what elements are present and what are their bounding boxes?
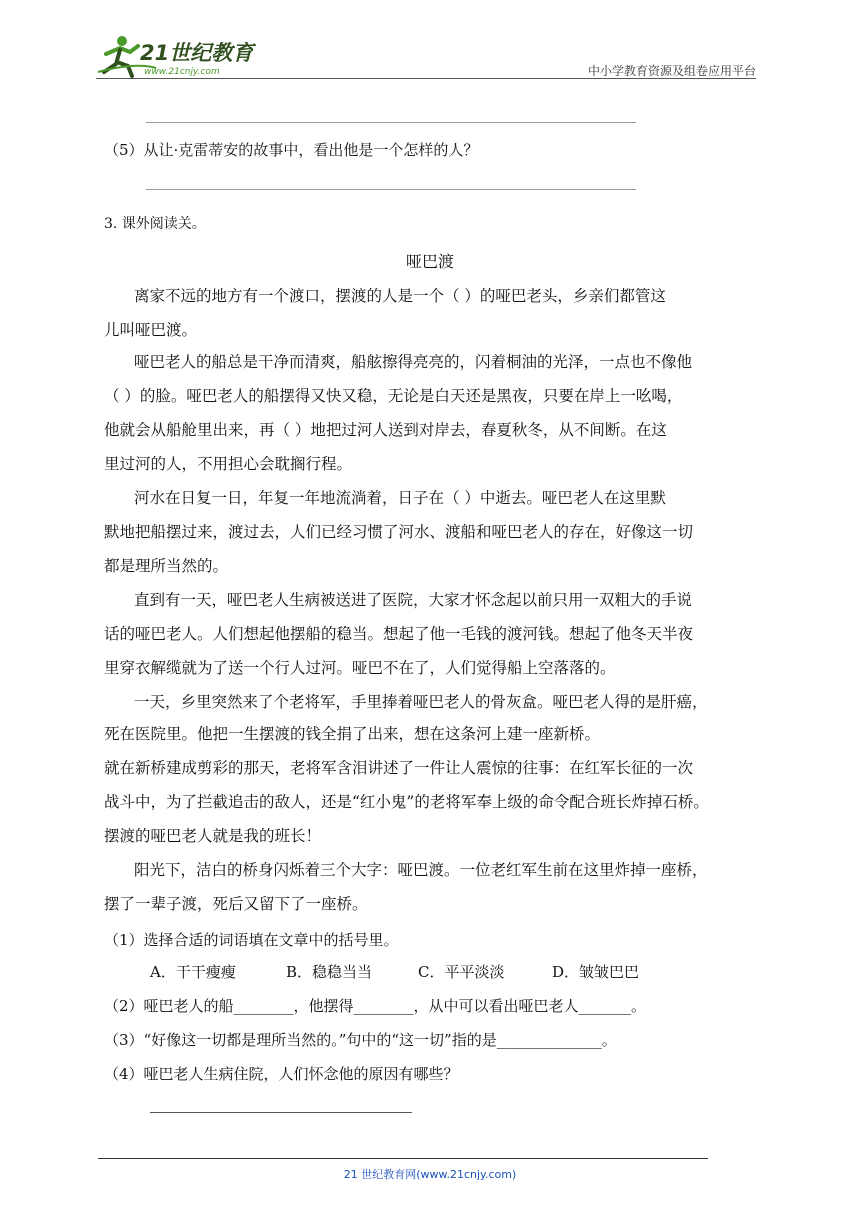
passage-line: 默地把船摆过来，渡过去，人们已经习惯了河水、渡船和哑巴老人的存在，好像这一切 (104, 523, 694, 541)
passage-line: 战斗中，为了拦截追击的敌人，还是“红小鬼”的老将军奉上级的命令配合班长炸掉石桥。 (104, 793, 709, 811)
passage-line: 摆渡的哑巴老人就是我的班长！ (104, 827, 322, 845)
footer-divider (98, 1158, 708, 1159)
passage-line: 就在新桥建成剪彩的那天，老将军含泪讲述了一件让人震惊的往事：在红军长征的一次 (104, 759, 694, 777)
passage-line: 话的哑巴老人。人们想起他摆船的稳当。想起了他一毛钱的渡河钱。想起了他冬天半夜 (104, 625, 694, 643)
answer-line (150, 1112, 412, 1113)
answer-line (146, 189, 636, 190)
section-heading: 3. 课外阅读关。 (104, 216, 206, 232)
option-d: D．皱皱巴巴 (552, 963, 640, 981)
passage-line: 里过河的人，不用担心会耽搁行程。 (104, 455, 353, 473)
passage-line: 摆了一辈子渡，死后又留下了一座桥。 (104, 895, 368, 913)
passage-line: 哑巴老人的船总是干净而清爽，船舷擦得亮亮的，闪着桐油的光泽，一点也不像他 (134, 353, 693, 371)
question-1: （1）选择合适的词语填在文章中的括号里。 (104, 931, 399, 949)
passage-line: 儿叫哑巴渡。 (104, 321, 198, 339)
passage-line: 死在医院里。他把一生摆渡的钱全捐了出来，想在这条河上建一座新桥。 (104, 725, 601, 743)
passage-title: 哑巴渡 (405, 252, 454, 271)
passage-line: 都是理所当然的。 (104, 557, 229, 575)
question-5: （5）从让·克雷蒂安的故事中，看出他是一个怎样的人？ (104, 141, 479, 159)
passage-line: 他就会从船舱里出来，再（ ）地把过河人送到对岸去，春夏秋冬，从不间断。在这 (104, 421, 667, 439)
svg-text:www.21cnjy.com: www.21cnjy.com (144, 67, 220, 77)
question-2: （2）哑巴老人的船________，他摆得________，从中可以看出哑巴老人_______。 (104, 997, 647, 1015)
answer-line (146, 122, 636, 123)
platform-tagline: 中小学教育资源及组卷应用平台 (587, 64, 756, 78)
passage-line: 离家不远的地方有一个渡口，摆渡的人是一个（ ）的哑巴老头，乡亲们都管这 (134, 287, 666, 305)
option-a: A．干干瘦瘦 (150, 963, 236, 981)
footer-credit: 21 世纪教育网(www.21cnjy.com) (343, 1168, 517, 1181)
passage-line: 阳光下，洁白的桥身闪烁着三个大字：哑巴渡。一位老红军生前在这里炸掉一座桥， (134, 861, 708, 879)
header-divider (96, 78, 756, 79)
site-logo (96, 32, 266, 78)
passage-line: 里穿衣解缆就为了送一个行人过河。哑巴不在了，人们觉得船上空落落的。 (104, 659, 616, 677)
runner-logo-icon (96, 32, 266, 78)
option-b: B．稳稳当当 (286, 963, 373, 981)
question-3: （3）“好像这一切都是理所当然的。”句中的“这一切”指的是______________。 (104, 1031, 617, 1049)
passage-line: 一天，乡里突然来了个老将军，手里捧着哑巴老人的骨灰盒。哑巴老人得的是肝癌， (134, 693, 708, 711)
option-c: C．平平淡淡 (418, 963, 505, 981)
passage-line: 河水在日复一日，年复一年地流淌着，日子在（ ）中逝去。哑巴老人在这里默 (134, 489, 666, 507)
passage-line: （ ）的脸。哑巴老人的船摆得又快又稳，无论是白天还是黑夜，只要在岸上一吆喝， (104, 387, 683, 405)
passage-line: 直到有一天，哑巴老人生病被送进了医院，大家才怀念起以前只用一双粗大的手说 (134, 591, 693, 609)
question-4: （4）哑巴老人生病住院，人们怀念他的原因有哪些？ (104, 1065, 459, 1083)
svg-text:21世纪教育: 21世纪教育 (140, 41, 254, 65)
